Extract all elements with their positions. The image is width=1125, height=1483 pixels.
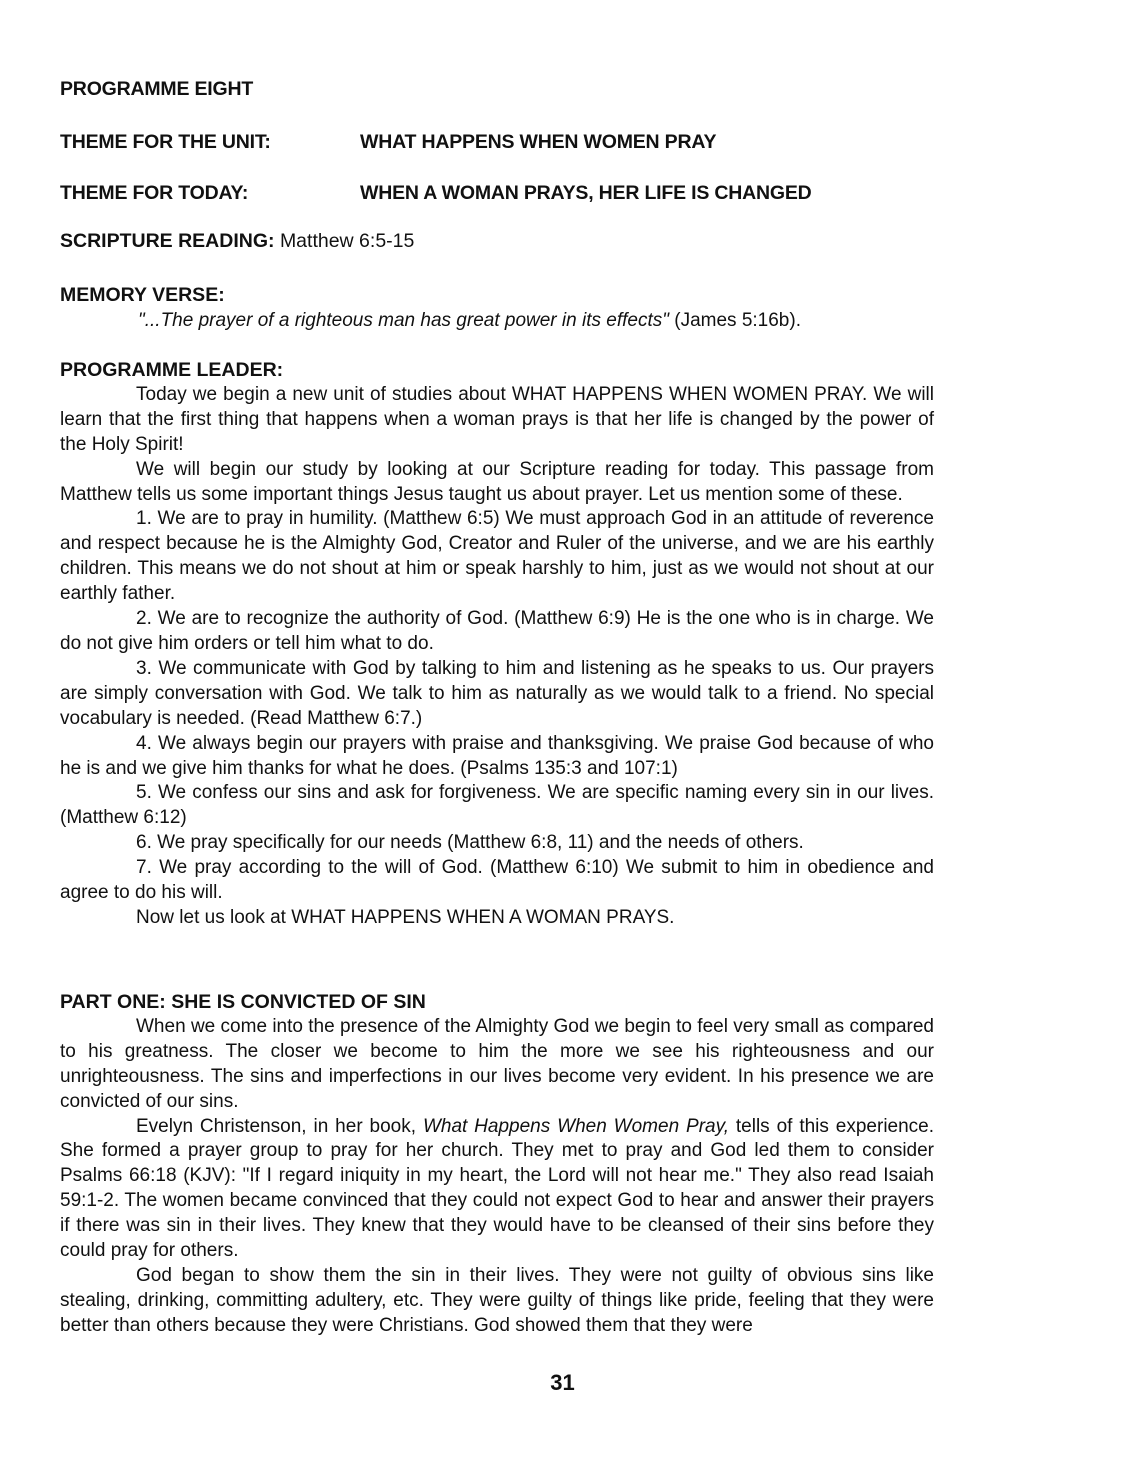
scripture-label: SCRIPTURE READING: [60,230,275,252]
leader-point-2: 2. We are to recognize the authority of God. (Matthew 6:9) He is the one who is in charge. We do not give him orders or tell him what to do. [60,608,934,654]
page-number: 31 [550,1370,575,1395]
memory-verse-label: MEMORY VERSE: [60,284,225,306]
memory-verse-quote: "...The prayer of a righteous man has great power in its effects" [138,310,669,331]
evelyn-text-after: tells of this experience. She formed a prayer group to pray for her church. They met to pray and God led them to consider Psalms 66:18 (KJV): "If I regard iniquity in my heart, the Lord will not hear me." They also read Isaiah 59:1-2. The women became convinced that they could not expect God to hear and answer their prayers if there was sin in their lives. They knew that they would have to be cleansed of their sins before they could pray for others. [60,1115,935,1262]
theme-unit-value: WHAT HAPPENS WHEN WOMEN PRAY [360,131,717,153]
evelyn-paragraph [60,1115,934,1264]
memory-verse-text [60,310,940,332]
leader-point-5: 5. We confess our sins and ask for forgiveness. We are specific naming every sin in our lives. (Matthew 6:12) [60,782,934,829]
theme-today-value: WHEN A WOMAN PRAYS, HER LIFE IS CHANGED [360,182,812,204]
leader-point-6: 6. We pray specifically for our needs (Matthew 6:8, 11) and the needs of others. [136,832,804,854]
leader-paragraph: Today we begin a new unit of studies about WHAT HAPPENS WHEN WOMEN PRAY. We will learn that the first thing that happens when a woman prays is that her life is changed by the power of the Holy Spirit! [60,383,934,455]
part-one-paragraph: God began to show them the sin in their lives. They were not guilty of obvious sins like stealing, drinking, committing adultery, etc. They were guilty of things like pride, feeling that they were better than others because they were Christians. God showed them that they were [60,1264,934,1336]
theme-unit-row [60,131,717,154]
memory-verse-reference: (James 5:16b). [674,310,801,331]
evelyn-text-before: Evelyn Christenson, in her book, [136,1115,423,1137]
leader-point-3: 3. We communicate with God by talking to him and listening as he speaks to us. Our prayers are simply conversation with God. We talk to him as naturally as we would talk to a friend. No special vocabulary is needed. (Read Matthew 6:7.) [60,657,934,729]
leader-point-7: 7. We pray according to the will of God. (Matthew 6:10) We submit to him in obedience and agree to do his will. [60,857,934,904]
theme-today-label: THEME FOR TODAY: [60,182,249,204]
theme-today-row [60,182,812,205]
leader-transition: Now let us look at WHAT HAPPENS WHEN A WOMAN PRAYS. [136,906,675,928]
theme-unit-label: THEME FOR THE UNIT: [60,131,271,153]
part-one-section [60,990,934,1339]
book-title: What Happens When Women Pray, [422,1115,729,1137]
scripture-reading [60,230,414,253]
programme-leader-section [60,358,934,931]
programme-title: PROGRAMME EIGHT [60,78,254,100]
memory-verse-section [60,284,940,332]
leader-paragraph: We will begin our study by looking at our Scripture reading for today. This passage from Matthew tells us some important things Jesus taught us about prayer. Let us mention some of these. [60,458,934,505]
leader-point-4: 4. We always begin our prayers with praise and thanksgiving. We praise God because of who he is and we give him thanks for what he does. (Psalms 135:3 and 107:1) [60,732,934,779]
part-one-heading: PART ONE: SHE IS CONVICTED OF SIN [60,991,426,1013]
leader-point-1: 1. We are to pray in humility. (Matthew 6:5) We must approach God in an attitude of reverence and respect because he is the Almighty God, Creator and Ruler of the universe, and we are his earthly children. This means we do not shout at him or speak harshly to him, just as we would not shout at our earthly father. [60,508,934,605]
part-one-paragraph: When we come into the presence of the Almighty God we begin to feel very small as compared to his greatness. The closer we become to him the more we see his righteousness and our unrighteousness. The sins and imperfections in our lives become very evident. In his presence we are convicted of our sins. [60,1015,934,1112]
scripture-reference: Matthew 6:5-15 [279,230,415,252]
programme-leader-label: PROGRAMME LEADER: [60,359,284,381]
